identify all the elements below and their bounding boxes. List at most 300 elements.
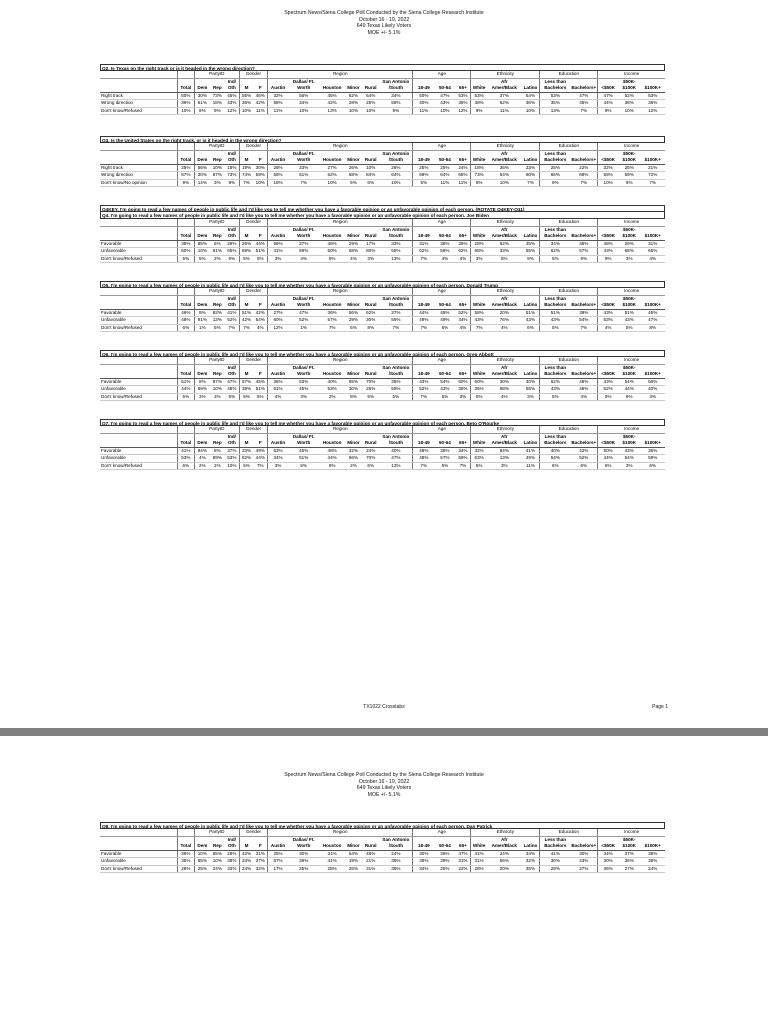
column-header: 50-64 [434,226,455,240]
cell-value: 39% [570,309,597,317]
column-header: F [253,836,267,850]
cell-value: 48% [598,240,618,248]
cell-value: 49% [413,317,434,325]
cell-value: 5% [288,462,319,470]
column-header: Minor [345,295,362,309]
column-header: Ind/ Oth [225,150,239,164]
column-header: Bachelors+ [570,836,597,850]
cell-value: 74% [239,172,253,180]
column-header: Rep [210,295,225,309]
cell-value: 60% [177,248,194,256]
cell-value: 44% [253,455,267,463]
cell-value: 68% [345,172,362,180]
cell-value: 57% [319,317,344,325]
cell-value: 17% [268,865,288,873]
row-label: Wrong direction [100,100,177,108]
cell-value: 37% [225,447,239,455]
cell-value: 37% [487,92,522,100]
cell-value: 38% [434,447,455,455]
column-header-row [100,78,665,92]
group-label: Income [598,143,665,150]
cell-value: 89% [210,455,225,463]
column-header: Dallas/ Ft. Worth [288,78,319,92]
column-header: Rep [210,150,225,164]
column-header: Rep [210,226,225,240]
cell-value: 44% [177,386,194,394]
cell-value: 44% [598,455,618,463]
column-header: Dem [194,364,209,378]
group-label: Region [268,288,413,295]
group-label: Age [413,71,471,78]
cell-value: 30% [413,850,434,858]
column-header: Houston [319,364,344,378]
cell-value: 6% [570,462,597,470]
cell-value: 7% [413,462,434,470]
cell-value: 4% [268,393,288,401]
cell-value: 43% [225,100,239,108]
report-header [0,10,768,36]
cell-value: 53% [471,92,487,100]
column-header: Less than Bachelors [540,78,570,92]
cell-value: 34% [540,240,570,248]
row-label: Unfavorable [100,858,177,866]
question-block [100,205,665,263]
cell-value: 7% [456,462,471,470]
cell-value: 3% [456,393,471,401]
cell-value: 10% [225,462,239,470]
cell-value: 68% [487,386,522,394]
cell-value: 30% [345,386,362,394]
column-header: San Antonio /South [379,433,413,447]
column-header: Total [177,150,194,164]
column-header: Total [177,226,194,240]
column-header: Minor [345,836,362,850]
cell-value: 29% [618,240,640,248]
cell-value: 52% [225,317,239,325]
cell-value: 30% [487,378,522,386]
column-header-row [100,295,665,309]
cell-value: 35% [177,858,194,866]
cell-value: 38% [379,858,413,866]
crosstab-table [100,71,665,115]
cell-value: 10% [194,850,209,858]
cell-value: 5% [471,393,487,401]
column-header: Afr Amer/Black [487,150,522,164]
cell-value: 47% [598,92,618,100]
cell-value: 5% [319,255,344,263]
cell-value: 4% [345,255,362,263]
cell-value: 13% [379,255,413,263]
cell-value: 3% [618,255,640,263]
table-row [100,172,665,180]
cell-value: 84% [487,447,522,455]
cell-value: 94% [194,447,209,455]
cell-value: 44% [253,240,267,248]
cell-value: 34% [288,100,319,108]
cell-value: 72% [640,172,665,180]
cell-value: 10% [434,107,455,115]
cell-value: 85% [194,240,209,248]
cell-value: 45% [225,92,239,100]
column-header: Bachelors+ [570,226,597,240]
cell-value: 45% [288,447,319,455]
cell-value: 31% [640,240,665,248]
cell-value: 32% [598,164,618,172]
page-separator [0,728,768,736]
cell-value: 6% [540,462,570,470]
cell-value: 82% [210,309,225,317]
cell-value: 22% [570,164,597,172]
cell-value: 6% [177,324,194,332]
group-label: PartyID [194,829,239,836]
column-header: Dallas/ Ft. Worth [288,150,319,164]
cell-value: 34% [522,850,540,858]
cell-value: 24% [456,164,471,172]
cell-value: 36% [487,164,522,172]
table-row [100,248,665,256]
cell-value: 42% [239,317,253,325]
cell-value: 25% [618,164,640,172]
question-title: Q5. I'm going to read a few names of people in public life and I'd like you to tell me whether you have a favorable opinion or an unfavorable opinion of each person. Donald Trump [100,281,665,288]
cell-value: 7% [239,324,253,332]
column-header: Bachelors+ [570,295,597,309]
column-header: Bachelors+ [570,78,597,92]
header-moe: MOE +/- 5.1% [367,791,401,798]
cell-value: 18% [210,100,225,108]
cell-value: 20% [487,309,522,317]
row-label: Right track [100,92,177,100]
cell-value: 4% [456,255,471,263]
cell-value: 42% [570,447,597,455]
header-title: Spectrum News/Siena College Poll Conducted by the Siena College Research Institute [284,10,484,16]
cell-value: 10% [210,386,225,394]
cell-value: 59% [288,248,319,256]
cell-value: 53% [225,455,239,463]
column-header: 50-64 [434,295,455,309]
cell-value: 2% [210,255,225,263]
cell-value: 3% [194,393,209,401]
cell-value: 5% [177,255,194,263]
cell-value: 59% [456,455,471,463]
column-header: Ind/ Oth [225,364,239,378]
cell-value: 13% [210,317,225,325]
cell-value: 11% [413,107,434,115]
cell-value: 73% [225,172,239,180]
column-header: Rural [362,150,379,164]
cell-value: 13% [540,107,570,115]
column-header: $100K+ [640,295,665,309]
cell-value: 35% [379,378,413,386]
column-header: 18-49 [413,364,434,378]
group-label: Ethnicity [471,288,540,295]
cell-value: 36% [598,865,618,873]
cell-value: 7% [379,324,413,332]
cell-value: 60% [522,172,540,180]
cell-value: 33% [487,248,522,256]
column-header: 50-64 [434,433,455,447]
cell-value: 19% [239,164,253,172]
cell-value: 42% [239,850,253,858]
cell-value: 38% [640,858,665,866]
cell-value: 66% [345,455,362,463]
cell-value: 61% [268,386,288,394]
cell-value: 30% [194,172,209,180]
cell-value: 13% [319,107,344,115]
cell-value: 40% [640,386,665,394]
column-header: Rural [362,295,379,309]
cell-value: 16% [268,179,288,187]
cell-value: 41% [540,850,570,858]
column-header: Total [177,295,194,309]
question-block [100,419,665,470]
cell-value: 9% [522,255,540,263]
cell-value: 4% [194,455,209,463]
cell-value: 51% [540,309,570,317]
cell-value: 9% [210,107,225,115]
group-header-row [100,426,665,433]
cell-value: 36% [319,309,344,317]
cell-value: 50% [598,447,618,455]
crosstab-table [100,288,665,332]
footer-file: TX1022 Crosstabs [363,704,405,710]
cell-value: 41% [319,858,344,866]
row-label: Favorable [100,309,177,317]
cell-value: 5% [471,462,487,470]
cell-value: 10% [177,107,194,115]
cell-value: 22% [456,865,471,873]
cell-value: 29% [225,850,239,858]
column-header: 65+ [456,364,471,378]
group-label: Income [598,219,665,226]
cell-value: 8% [194,309,209,317]
row-label: Favorable [100,378,177,386]
cell-value: 35% [522,865,540,873]
group-label: Ethnicity [471,357,540,364]
cell-value: 6% [618,393,640,401]
cell-value: 31% [319,850,344,858]
column-header: Afr Amer/Black [487,364,522,378]
cell-value: 1% [288,324,319,332]
cell-value: 63% [471,455,487,463]
crosstab-table [100,426,665,470]
cell-value: 36% [570,240,597,248]
column-header: Ind/ Oth [225,836,239,850]
cell-value: 11% [268,107,288,115]
cell-value: 62% [540,248,570,256]
cell-value: 28% [345,100,362,108]
question-title: Q4. I'm going to read a few names of people in public life and I'd like you to tell me whether you have a favorable opinion or an unfavorable opinion of each person. Joe Biden [100,212,665,219]
cell-value: 55% [522,386,540,394]
cell-value: 24% [379,850,413,858]
column-header: $50K- $100K [618,433,640,447]
cell-value: 52% [598,386,618,394]
cell-value: 13% [379,462,413,470]
cell-value: 36% [618,858,640,866]
group-header-row [100,357,665,364]
cell-value: 9% [471,107,487,115]
cell-value: 9% [598,107,618,115]
group-label: Education [540,71,598,78]
cell-value: 7% [413,255,434,263]
cell-value: 6% [225,255,239,263]
column-header: Rep [210,78,225,92]
column-header: Rural [362,836,379,850]
cell-value: 41% [522,447,540,455]
cell-value: 12% [268,324,288,332]
cell-value: 84% [362,172,379,180]
cell-value: 56% [288,92,319,100]
column-header: 50-64 [434,78,455,92]
cell-value: 52% [570,455,597,463]
cell-value: 50% [177,92,194,100]
cell-value: 7% [413,393,434,401]
cell-value: 6% [598,462,618,470]
cell-value: 56% [640,378,665,386]
row-label: Don't know/No opinion [100,179,177,187]
column-header: $100K+ [640,78,665,92]
cell-value: 31% [362,865,379,873]
column-header: Less than Bachelors [540,364,570,378]
cell-value: 65% [225,248,239,256]
cell-value: 5% [413,179,434,187]
cell-value: 7% [640,179,665,187]
cell-value: 44% [413,309,434,317]
column-header: Dallas/ Ft. Worth [288,433,319,447]
question-block [100,281,665,332]
cell-value: 40% [379,447,413,455]
cell-value: 25% [434,164,455,172]
column-header: Rep [210,364,225,378]
cell-value: 24% [239,865,253,873]
group-label: Gender [239,219,267,226]
cell-value: 32% [345,447,362,455]
cell-value: 45% [640,309,665,317]
question-block [100,822,665,873]
row-label: Don't know/Refused [100,393,177,401]
column-header-row [100,226,665,240]
header-dates: October 16 - 19, 2022 [358,778,410,785]
column-header: 18-49 [413,836,434,850]
group-label: Age [413,219,471,226]
cell-value: 10% [362,164,379,172]
cell-value: 4% [570,393,597,401]
cell-value: 54% [570,317,597,325]
cell-value: 69% [413,172,434,180]
group-label: Income [598,829,665,836]
column-header: Dallas/ Ft. Worth [288,295,319,309]
cell-value: 8% [319,462,344,470]
footer-page: Page 1 [652,704,668,710]
column-header: M [239,150,253,164]
cell-value: 31% [413,240,434,248]
cell-value: 25% [540,164,570,172]
cell-value: 54% [345,850,362,858]
column-header: M [239,226,253,240]
column-header: White [471,836,487,850]
group-label: Gender [239,829,267,836]
cell-value: 49% [522,455,540,463]
rotation-note: Q4KEY. I'm going to read a few names of people in public life and I'd like you to tell me whether you have a favorable opinion or an unfavorable opinion of each person. (ROTATE Q4KEY-Q11) [100,205,665,212]
cell-value: 45% [319,92,344,100]
cell-value: 11% [253,107,267,115]
cell-value: 62% [487,240,522,248]
question-block [100,64,665,115]
column-header: $50K- $100K [618,150,640,164]
cell-value: 8% [640,324,665,332]
column-header: Rep [210,836,225,850]
cell-value: 34% [379,92,413,100]
table-row [100,462,665,470]
cell-value: 27% [570,865,597,873]
cell-value: 43% [598,248,618,256]
cell-value: 10% [618,107,640,115]
cell-value: 36% [640,447,665,455]
question-block [100,350,665,401]
row-label: Favorable [100,850,177,858]
column-header: 18-49 [413,78,434,92]
group-label: Education [540,219,598,226]
cell-value: 29% [345,240,362,248]
cell-value: 31% [456,858,471,866]
cell-value: 43% [618,317,640,325]
cell-value: 51% [239,309,253,317]
cell-value: 18% [471,164,487,172]
cell-value: 65% [210,850,225,858]
cell-value: 38% [471,100,487,108]
cell-value: 48% [413,455,434,463]
cell-value: 53% [540,92,570,100]
cell-value: 46% [177,309,194,317]
cell-value: 65% [345,378,362,386]
group-label: Ethnicity [471,71,540,78]
cell-value: 28% [319,865,344,873]
cell-value: 6% [640,462,665,470]
column-header: Less than Bachelors [540,295,570,309]
cell-value: 43% [413,378,434,386]
column-header: Total [177,78,194,92]
cell-value: 54% [253,317,267,325]
cell-value: 47% [456,850,471,858]
column-header: Total [177,836,194,850]
column-header-row [100,364,665,378]
group-label: Education [540,829,598,836]
column-header: 65+ [456,836,471,850]
cell-value: 42% [319,100,344,108]
cell-value: 48% [362,850,379,858]
cell-value: 62% [345,92,362,100]
column-header: $100K+ [640,433,665,447]
cell-value: 56% [194,164,209,172]
column-header: Minor [345,433,362,447]
cell-value: 54% [434,378,455,386]
cell-value: 38% [434,240,455,248]
cell-value: 58% [379,100,413,108]
cell-value: 69% [618,172,640,180]
column-header: <$50K [598,433,618,447]
cell-value: 68% [570,172,597,180]
cell-value: 44% [456,317,471,325]
column-header: Minor [345,364,362,378]
cell-value: 4% [487,324,522,332]
cell-value: 34% [413,865,434,873]
column-header: 65+ [456,150,471,164]
group-label: PartyID [194,426,239,433]
cell-value: 3% [268,462,288,470]
cell-value: 49% [434,317,455,325]
group-label: Region [268,426,413,433]
column-header: $50K- $100K [618,364,640,378]
cell-value: 44% [618,386,640,394]
